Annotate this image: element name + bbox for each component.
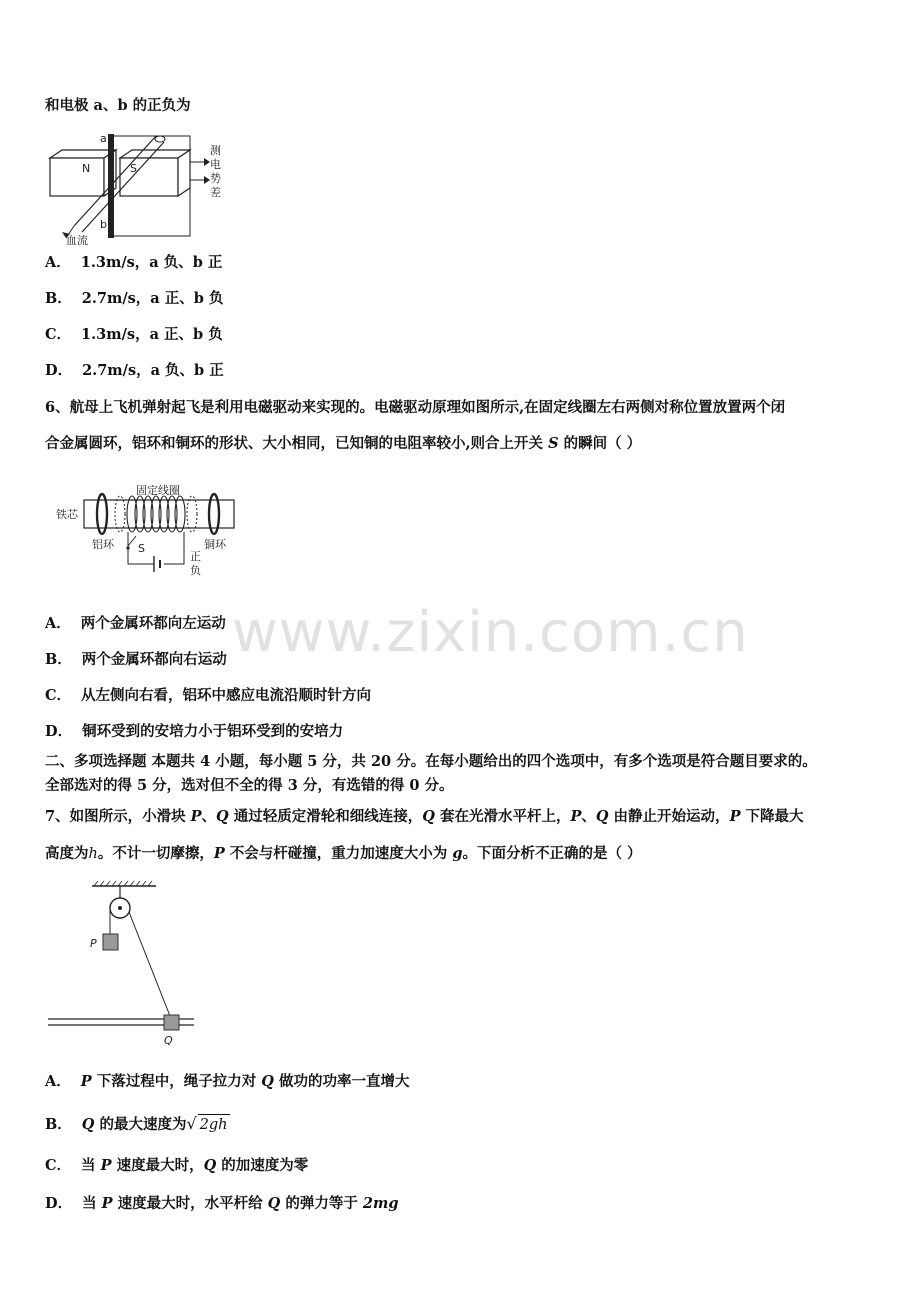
section2-line2: 全部选对的得 5 分，选对但不全的得 3 分，有选错的得 0 分。 — [45, 777, 454, 794]
q6-option-c[interactable]: C． 从左侧向右看，铝环中感应电流沿顺时针方向 — [45, 687, 372, 704]
label-n: N — [82, 162, 91, 175]
watermark: www.zixin.com.cn — [232, 600, 749, 665]
q6-coil-figure — [54, 478, 244, 582]
q7-option-b[interactable]: B． Q 的最大速度为√ 2gh — [45, 1114, 228, 1133]
label-pos: 正 — [190, 550, 201, 563]
label-al-ring: 铝环 — [92, 538, 114, 551]
radicand: 2gh — [198, 1114, 230, 1135]
q5-option-c[interactable]: C． 1.3m/s，a 正、b 负 — [45, 326, 223, 343]
label-coil: 固定线圈 — [136, 484, 180, 497]
q7-pulley-figure — [44, 878, 204, 1050]
q5-stem-tail: 和电极 a、b 的正负为 — [45, 97, 191, 114]
label-cu-ring: 铜环 — [204, 538, 226, 551]
q7-stem-line1: 7、如图所示，小滑块 P、Q 通过轻质定滑轮和细线连接，Q 套在光滑水平杆上，P、Q 由静止开始运动，P 下降最大 — [45, 808, 804, 825]
label-measure-2: 电 — [210, 158, 221, 171]
label-neg: 负 — [190, 564, 201, 577]
q6-option-d[interactable]: D． 铜环受到的安培力小于铝环受到的安培力 — [45, 723, 344, 740]
label-s: S — [130, 162, 137, 175]
q7-option-c[interactable]: C． 当 P 速度最大时，Q 的加速度为零 — [45, 1157, 309, 1174]
q5-option-a[interactable]: A． 1.3m/s，a 负、b 正 — [45, 254, 223, 271]
q6-stem-line2: 合金属圆环，铝环和铜环的形状、大小相同，已知铜的电阻率较小,则合上开关 S 的瞬间（ ） — [45, 435, 642, 452]
q6-stem-line1: 6、航母上飞机弹射起飞是利用电磁驱动来实现的。电磁驱动原理如图所示,在固定线圈左右两侧对称位置放置两个闭 — [45, 399, 786, 416]
label-measure-1: 测 — [210, 144, 221, 157]
q7-stem-line2: 高度为h。不计一切摩擦，P 不会与杆碰撞，重力加速度大小为 g。下面分析不正确的是（ ） — [45, 845, 642, 862]
q5-option-d[interactable]: D． 2.7m/s，a 负、b 正 — [45, 362, 224, 379]
q5-flowmeter-figure — [44, 128, 234, 246]
q7-option-d[interactable]: D． 当 P 速度最大时，水平杆给 Q 的弹力等于 2mg — [45, 1195, 399, 1212]
label-measure-3: 势 — [210, 172, 221, 185]
q5-option-b[interactable]: B． 2.7m/s，a 正、b 负 — [45, 290, 224, 307]
q6-option-b[interactable]: B． 两个金属环都向右运动 — [45, 651, 227, 668]
section2-line1: 二、多项选择题 本题共 4 小题，每小题 5 分，共 20 分。在每小题给出的四个选项中，有多个选项是符合题目要求的。 — [45, 753, 817, 770]
label-q: Q — [164, 1034, 173, 1047]
q7-option-a[interactable]: A． P 下落过程中，绳子拉力对 Q 做功的功率一直增大 — [45, 1073, 410, 1090]
label-p: P — [90, 937, 97, 950]
q6-option-a[interactable]: A． 两个金属环都向左运动 — [45, 615, 226, 632]
label-b: b — [100, 218, 107, 231]
label-measure-4: 差 — [210, 186, 221, 199]
label-switch: S — [138, 542, 145, 555]
label-blood: 血流 — [66, 234, 88, 246]
label-a: a — [100, 132, 107, 145]
label-core: 铁芯 — [56, 508, 78, 521]
